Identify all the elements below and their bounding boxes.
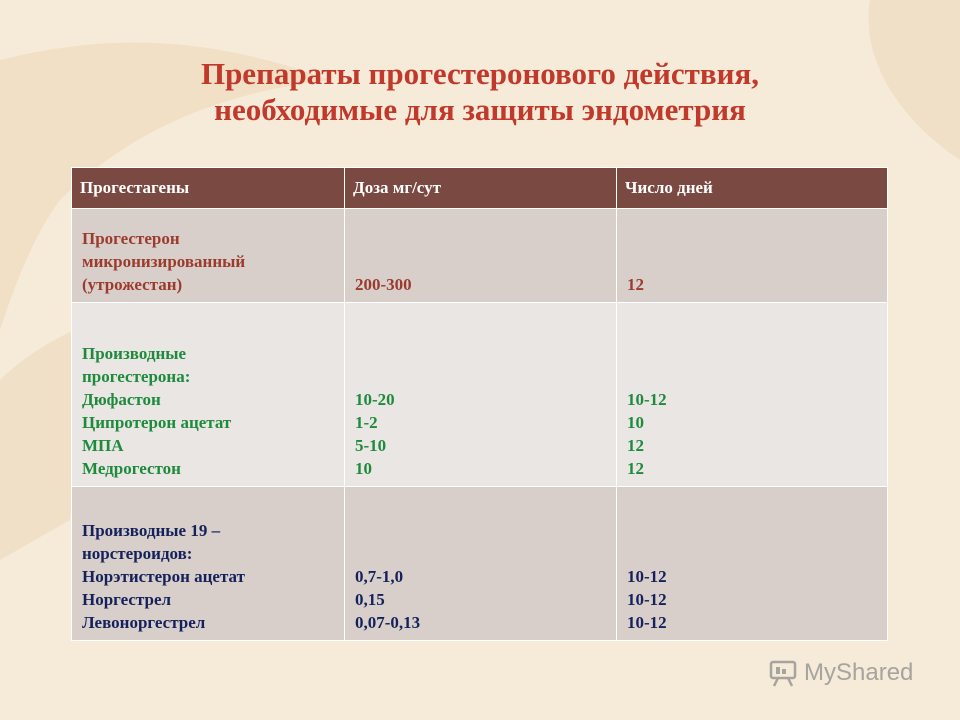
drug-line: Прогестерон xyxy=(82,229,180,248)
progestogen-table xyxy=(71,167,888,641)
dose-line: 0,7-1,0 xyxy=(355,567,404,586)
dose-line: 10-20 xyxy=(355,390,395,409)
days-cell xyxy=(617,209,888,303)
slide-title-line-2: необходимые для защиты эндометрия xyxy=(214,92,746,127)
drug-line: Производные xyxy=(82,344,187,363)
dose-cell xyxy=(345,209,617,303)
dose-line: 5-10 xyxy=(355,436,387,455)
dose-cell xyxy=(345,487,617,641)
drug-line: прогестерона: xyxy=(82,367,191,386)
table-row xyxy=(72,303,888,487)
days-line: 10 xyxy=(627,413,644,432)
days-line: 12 xyxy=(627,436,644,455)
table-row xyxy=(72,209,888,303)
days-line: 10-12 xyxy=(627,390,667,409)
drug-line: Ципротерон ацетат xyxy=(82,413,232,432)
slide-title-line-1: Препараты прогестеронового действия, xyxy=(200,56,760,91)
dose-line: 10 xyxy=(355,459,372,478)
drug-line: МПА xyxy=(82,436,124,455)
days-line: 12 xyxy=(627,275,644,294)
dose-line: 0,07-0,13 xyxy=(355,613,421,632)
days-line: 10-12 xyxy=(627,613,667,632)
drug-cell xyxy=(72,209,345,303)
drug-cell xyxy=(72,487,345,641)
slide-title xyxy=(0,56,960,128)
dose-line: 1-2 xyxy=(355,413,378,432)
drug-line: Норгестрел xyxy=(82,590,172,609)
drug-line: Дюфастон xyxy=(82,390,161,409)
drug-line: Производные 19 – xyxy=(82,521,221,540)
myshared-watermark xyxy=(768,656,913,690)
days-cell xyxy=(617,487,888,641)
table-row xyxy=(72,487,888,641)
dose-line: 0,15 xyxy=(355,590,385,609)
dose-cell xyxy=(345,303,617,487)
header-days: Число дней xyxy=(617,168,888,209)
table-header-row xyxy=(72,168,888,209)
days-line: 10-12 xyxy=(627,567,667,586)
drug-line: (утрожестан) xyxy=(82,275,183,294)
drug-line: Медрогестон xyxy=(82,459,181,478)
days-line: 12 xyxy=(627,459,644,478)
watermark-text: MyShared xyxy=(804,659,914,686)
dose-line: 200-300 xyxy=(355,275,412,294)
drug-line: микронизированный xyxy=(82,252,246,271)
header-progestogens: Прогестагены xyxy=(72,168,345,209)
header-dose: Доза мг/сут xyxy=(345,168,617,209)
days-cell xyxy=(617,303,888,487)
drug-cell xyxy=(72,303,345,487)
presentation-board-icon xyxy=(768,658,798,688)
drug-line: Норэтистерон ацетат xyxy=(82,567,245,586)
drug-line: норстероидов: xyxy=(82,544,193,563)
days-line: 10-12 xyxy=(627,590,667,609)
drug-line: Левоноргестрел xyxy=(82,613,206,632)
